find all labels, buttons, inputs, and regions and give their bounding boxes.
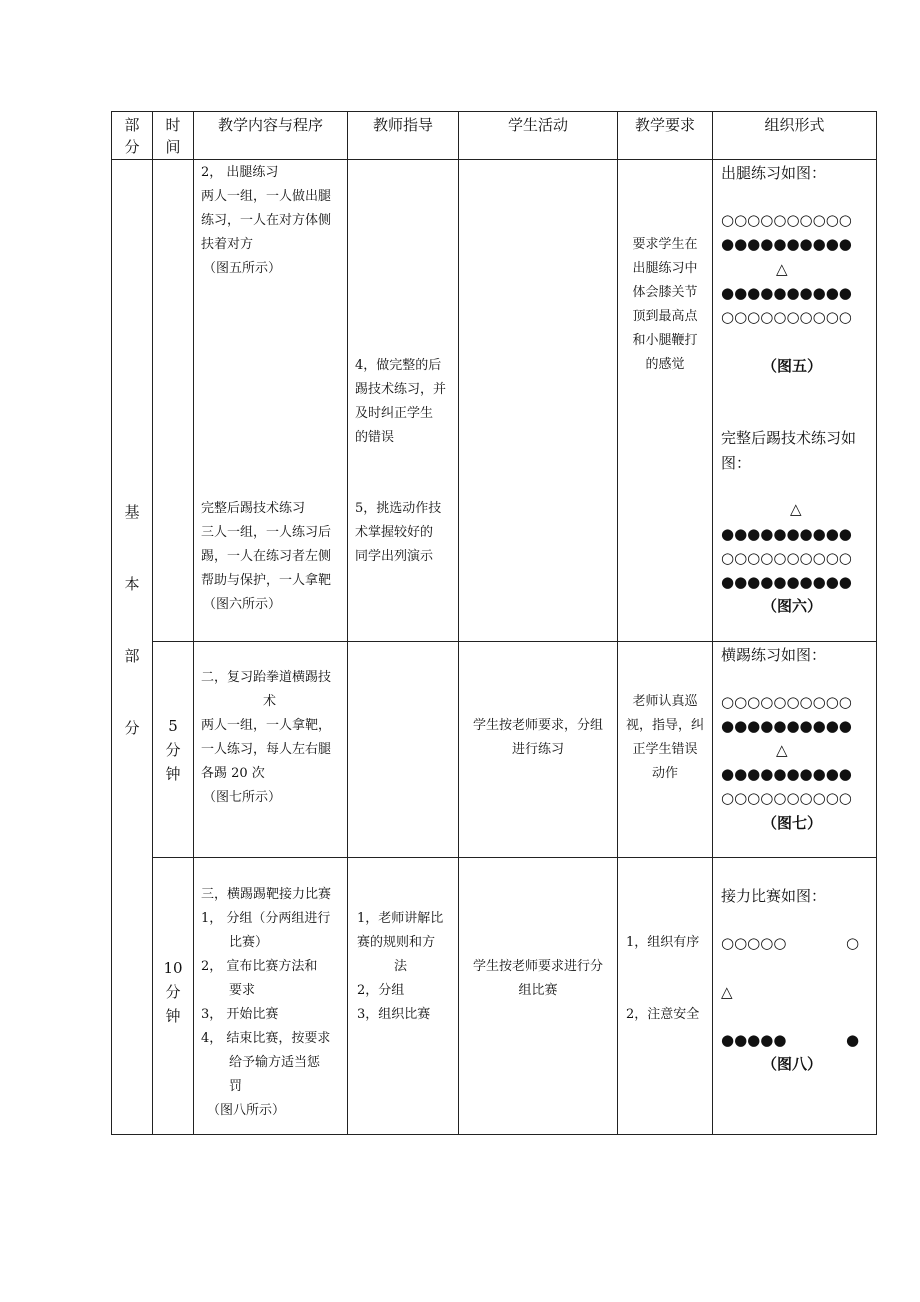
r3-teacher-line: 3，组织比赛 bbox=[357, 1007, 431, 1022]
header-time: 时间 bbox=[165, 116, 181, 156]
r3-time: 分 bbox=[165, 983, 181, 1001]
r1-content-line: 踢，一人在练习者左侧 bbox=[201, 549, 332, 564]
r1-teacher-line: 的错误 bbox=[355, 430, 395, 445]
col-line-2 bbox=[193, 111, 194, 1135]
r3-content-line: 三，横踢踢靶接力比赛 bbox=[201, 887, 332, 902]
r3-requirement-line: 1，组织有序 bbox=[626, 935, 700, 950]
figure-caption: （图七） bbox=[762, 814, 823, 832]
relay-team-a-target: ○ bbox=[846, 934, 860, 952]
figure-caption: （图八） bbox=[762, 1055, 823, 1073]
r1-org-title: 图： bbox=[721, 454, 752, 472]
r2-requirement-line: 正学生错误 bbox=[632, 742, 698, 757]
r3-teacher-line: 2，分组 bbox=[357, 983, 405, 998]
col-line-3 bbox=[347, 111, 348, 1135]
part-char-1: 基 bbox=[124, 503, 140, 521]
r3-student-line: 组比赛 bbox=[518, 983, 558, 998]
r3-content-line: 2， 宣布比赛方法和 bbox=[201, 959, 318, 974]
r3-org-title: 接力比赛如图： bbox=[721, 887, 827, 905]
r3-requirement-line: 2，注意安全 bbox=[626, 1007, 700, 1022]
header-requirement: 教学要求 bbox=[634, 116, 695, 134]
r1-teacher-line: 同学出列演示 bbox=[355, 549, 434, 564]
r2-student-line: 进行练习 bbox=[511, 742, 564, 757]
r2-content-line: 术 bbox=[263, 694, 277, 709]
r2-requirement-line: 老师认真巡 bbox=[632, 694, 698, 709]
header-content: 教学内容与程序 bbox=[217, 116, 323, 134]
r1-content-line: 完整后踢技术练习 bbox=[201, 501, 306, 516]
teacher-triangle-icon: △ bbox=[721, 983, 733, 1001]
r1-teacher-line: 5，挑选动作技 bbox=[355, 501, 442, 516]
r2-content-line: 两人一组，一人拿靶， bbox=[201, 718, 332, 733]
r2-requirement-line: 视，指导，纠 bbox=[625, 718, 704, 733]
r3-time: 钟 bbox=[165, 1007, 181, 1025]
r1-requirement-line: 出腿练习中 bbox=[632, 261, 698, 276]
r3-content-line: 比赛） bbox=[229, 935, 269, 950]
r3-teacher-line: 1，老师讲解比 bbox=[357, 911, 444, 926]
formation-row-solid: ●●●●●●●●●● bbox=[721, 717, 852, 735]
row2-bottom-line bbox=[152, 857, 877, 858]
r1-teacher-line: 踢技术练习，并 bbox=[355, 382, 447, 397]
header-student: 学生活动 bbox=[507, 116, 568, 134]
formation-row-hollow: ○○○○○○○○○○ bbox=[721, 693, 852, 711]
r1-requirement-line: 要求学生在 bbox=[632, 237, 698, 252]
col-line-6 bbox=[712, 111, 713, 1135]
relay-team-b-target: ● bbox=[846, 1031, 860, 1049]
r3-teacher-line: 赛的规则和方 bbox=[357, 935, 436, 950]
header-organization: 组织形式 bbox=[764, 116, 825, 134]
r3-content-line: 3， 开始比赛 bbox=[201, 1007, 279, 1022]
figure-caption: （图五） bbox=[762, 357, 823, 375]
r1-org-title: 完整后踢技术练习如 bbox=[721, 429, 857, 447]
r2-content-line: 一人练习，每人左右腿 bbox=[201, 742, 332, 757]
r1-content-line: 练习，一人在对方体侧 bbox=[201, 213, 332, 228]
r2-requirement-line: 动作 bbox=[651, 766, 678, 781]
header-bottom-line bbox=[111, 159, 877, 160]
header-teacher: 教师指导 bbox=[372, 116, 433, 134]
r3-student-line: 学生按老师要求进行分 bbox=[472, 959, 603, 974]
formation-row-hollow: ○○○○○○○○○○ bbox=[721, 211, 852, 229]
r3-content-line: （图八所示） bbox=[207, 1103, 286, 1118]
r3-time: 10 bbox=[163, 959, 183, 977]
formation-row-hollow: ○○○○○○○○○○ bbox=[721, 308, 852, 326]
r1-content-line: （图六所示） bbox=[203, 597, 282, 612]
r3-content-line: 要求 bbox=[229, 983, 256, 998]
teacher-triangle-icon: △ bbox=[776, 741, 788, 759]
formation-row-hollow: ○○○○○○○○○○ bbox=[721, 549, 852, 567]
r1-requirement-line: 的感觉 bbox=[645, 357, 685, 372]
r2-time: 5 bbox=[168, 717, 178, 735]
r1-teacher-line: 4，做完整的后 bbox=[355, 358, 442, 373]
header-part: 部分 bbox=[124, 116, 140, 156]
r2-student-line: 学生按老师要求，分组 bbox=[472, 718, 603, 733]
r2-content-line: （图七所示） bbox=[203, 790, 282, 805]
r1-content-line: 两人一组，一人做出腿 bbox=[201, 189, 332, 204]
r2-content-line: 各踢 20 次 bbox=[201, 766, 265, 781]
r1-requirement-line: 体会膝关节 bbox=[632, 285, 698, 300]
r2-time: 钟 bbox=[165, 765, 181, 783]
row1-bottom-line bbox=[152, 641, 877, 642]
table-border-bottom bbox=[111, 1134, 877, 1135]
r3-content-line: 4， 结束比赛，按要求 bbox=[201, 1031, 331, 1046]
r1-requirement-line: 顶到最高点 bbox=[632, 309, 698, 324]
formation-row-solid: ●●●●●●●●●● bbox=[721, 235, 852, 253]
r1-teacher-line: 及时纠正学生 bbox=[355, 406, 434, 421]
r1-content-line: （图五所示） bbox=[203, 261, 282, 276]
r1-content-line: 2， 出腿练习 bbox=[201, 165, 279, 180]
teacher-triangle-icon: △ bbox=[776, 260, 788, 278]
relay-team-b-row: ●●●●● bbox=[721, 1031, 787, 1049]
r3-teacher-line: 法 bbox=[394, 959, 408, 974]
formation-row-solid: ●●●●●●●●●● bbox=[721, 573, 852, 591]
col-line-7 bbox=[876, 111, 877, 1135]
r3-content-line: 给予输方适当惩 bbox=[229, 1055, 321, 1070]
r1-content-line: 扶着对方 bbox=[201, 237, 254, 252]
r1-content-line: 三人一组，一人练习后 bbox=[201, 525, 332, 540]
r2-content-line: 二，复习跆拳道横踢技 bbox=[201, 670, 332, 685]
figure-caption: （图六） bbox=[762, 597, 823, 615]
table-border-top bbox=[111, 111, 877, 112]
r1-teacher-line: 术掌握较好的 bbox=[355, 525, 434, 540]
formation-row-solid: ●●●●●●●●●● bbox=[721, 525, 852, 543]
r1-content-line: 帮助与保护，一人拿靶 bbox=[201, 573, 332, 588]
r1-org-title: 出腿练习如图： bbox=[721, 164, 827, 182]
r2-org-title: 横踢练习如图： bbox=[721, 646, 827, 664]
formation-row-hollow: ○○○○○○○○○○ bbox=[721, 789, 852, 807]
col-line-0 bbox=[111, 111, 112, 1135]
part-char-3: 部 bbox=[124, 647, 140, 665]
part-char-2: 本 bbox=[124, 575, 140, 593]
r1-requirement-line: 和小腿鞭打 bbox=[632, 333, 698, 348]
r2-time: 分 bbox=[165, 741, 181, 759]
teacher-triangle-icon: △ bbox=[790, 500, 802, 518]
r3-content-line: 罚 bbox=[229, 1079, 243, 1094]
r3-content-line: 1， 分组（分两组进行 bbox=[201, 911, 331, 926]
relay-team-a-row: ○○○○○ bbox=[721, 934, 787, 952]
formation-row-solid: ●●●●●●●●●● bbox=[721, 284, 852, 302]
part-char-4: 分 bbox=[124, 719, 140, 737]
formation-row-solid: ●●●●●●●●●● bbox=[721, 765, 852, 783]
